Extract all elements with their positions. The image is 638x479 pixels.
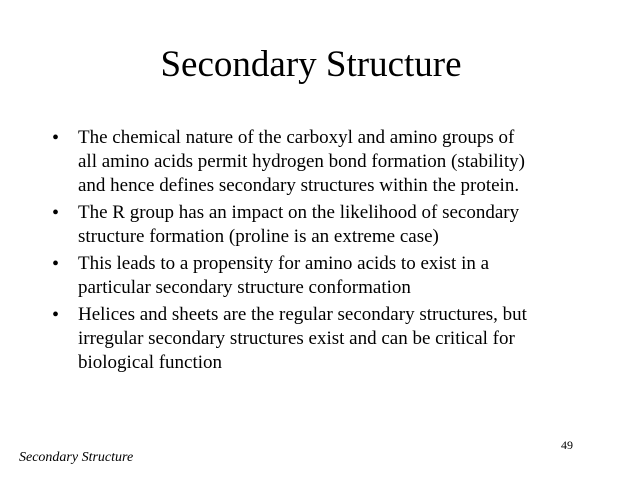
page-number: 49 [561, 438, 573, 452]
bullet-marker: • [52, 304, 60, 326]
bullet-line: Helices and sheets are the regular secondary structures, but [78, 304, 527, 325]
bullet-list [52, 126, 612, 378]
bullet-line: biological function [78, 352, 223, 373]
bullet-line: all amino acids permit hydrogen bond formation (stability) [78, 151, 525, 172]
bullet-line: and hence defines secondary structures within the protein. [78, 175, 520, 196]
bullet-item [52, 252, 612, 300]
bullet-marker: • [52, 202, 60, 224]
bullet-line: This leads to a propensity for amino acids to exist in a [78, 253, 490, 274]
bullet-line: The R group has an impact on the likelihood of secondary [78, 202, 520, 223]
bullet-marker: • [52, 127, 60, 149]
bullet-line: structure formation (proline is an extreme case) [78, 226, 439, 247]
slide-title: Secondary Structure [160, 44, 462, 85]
bullet-line: particular secondary structure conformation [78, 277, 411, 298]
bullet-item [52, 303, 612, 375]
bullet-marker: • [52, 253, 60, 275]
bullet-item [52, 201, 612, 249]
bullet-line: The chemical nature of the carboxyl and amino groups of [78, 127, 515, 148]
bullet-line: irregular secondary structures exist and can be critical for [78, 328, 515, 349]
footer-label: Secondary Structure [19, 450, 134, 465]
bullet-item [52, 126, 612, 198]
